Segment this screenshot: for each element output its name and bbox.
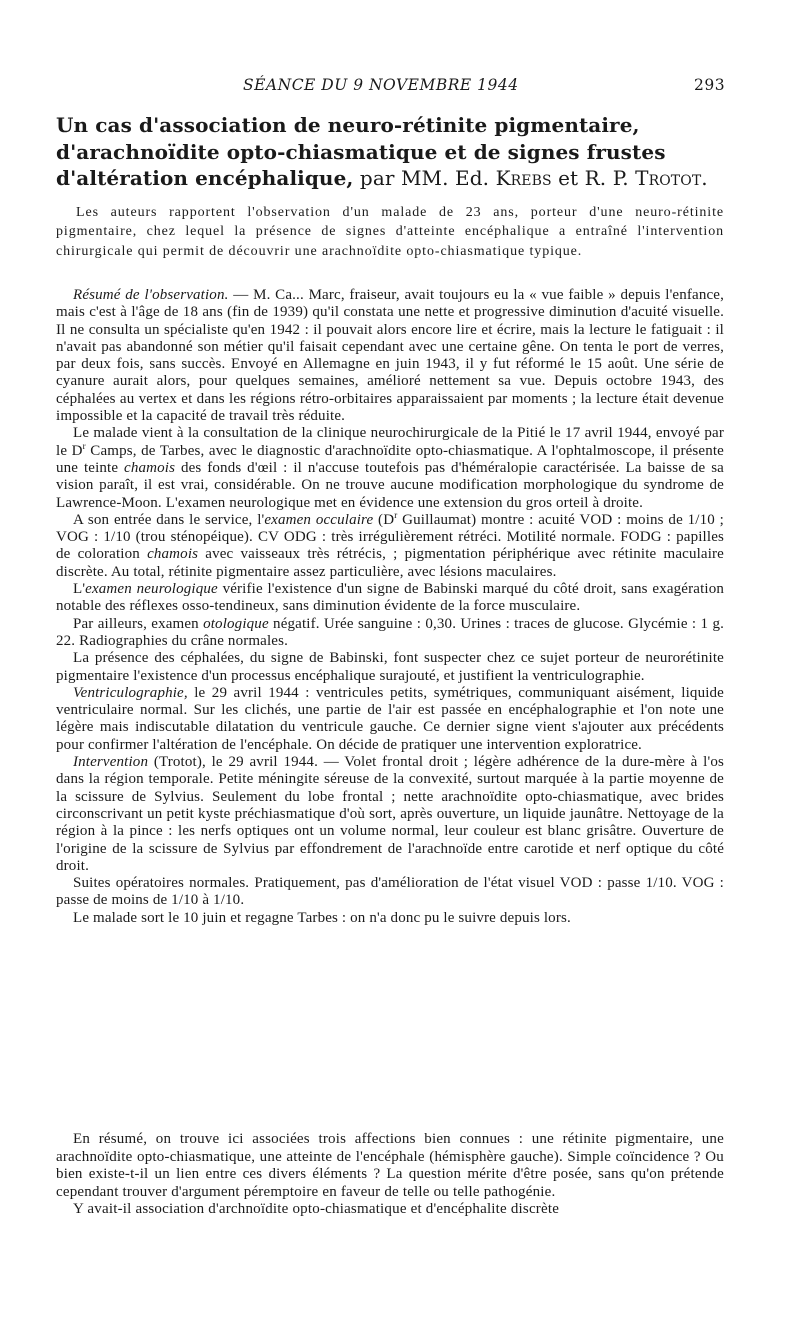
page-number: 293 (694, 76, 726, 94)
article-title (56, 112, 736, 192)
paragraph-suspicion: La présence des céphalées, du signe de Babinski, font suspecter chez ce sujet porteur de neurorétinite pigmentaire l'existence d'un processus encéphalique surajouté, et justifient la ventriculographie. (56, 650, 724, 684)
abstract-paragraph: Les auteurs rapportent l'observation d'un malade de 23 ans, porteur d'une neuro-rétinite pigmentaire, chez lequel la présence de signes d'atteinte encéphalique a entraîné l'intervention chirurgicale qui permit de découvrir une arachnoïdite opto-chiasmatique typique. (56, 205, 724, 259)
author-trotot: Trotot (635, 166, 702, 190)
paragraph-postoperative: Suites opératoires normales. Pratiquement, pas d'amélioration de l'état visuel VOD : passe 1/10. VOG : passe de moins de 1/10 à 1/10. (56, 875, 724, 909)
summary-question: Y avait-il association d'archnoïdite opto-chiasmatique et d'encéphalite discrète (73, 1201, 560, 1218)
authors: par MM. Ed. Krebs et R. P. Trotot. (353, 166, 708, 190)
author-krebs: Krebs (495, 166, 552, 190)
abstract (56, 203, 724, 261)
paragraph-discharge: Le malade sort le 10 juin et regagne Tarbes : on n'a donc pu le suivre depuis lors. (73, 909, 571, 926)
paragraph-ventriculography: Ventriculographie, le 29 avril 1944 : ventricules petits, symétriques, communiquant aisément, liquide ventriculaire normal. Sur les clichés, une partie de l'air est passée en encéphalographie et l'on note une légère mais indiscutable dilatation du ventricule gauche. Ce dernier signe vient s'ajouter aux précédents pour confirmer l'altération de l'encéphale. On décide de pratiquer une intervention exploratrice. (56, 684, 724, 753)
running-title: SÉANCE DU 9 NOVEMBRE 1944 (243, 76, 519, 94)
paragraph-intervention: Intervention (Trotot), le 29 avril 1944. — Volet frontal droit ; légère adhérence de la dure-mère à l'os dans la région temporale. Petite méningite séreuse de la convexité, surtout marquée à la partie moyenne de la scissure de Sylvius. Seulement du lobe frontal ; nette arachnoïdite opto-chiasmatique, avec brides circonscrivant un petit kyste préchiasmatique d'où sort, après ouverture, un liquide jaunâtre. Nettoyage de la région à la pince : les nerfs optiques ont un volume normal, leur couleur est blanc grisâtre. Ouverture de l'origine de la scissure de Sylvius par effondrement de l'arachnoïde entre carotide et nerf optique du côté droit. (56, 754, 724, 874)
paragraph-consultation: Le malade vient à la consultation de la clinique neurochirurgicale de la Pitié le 17 avril 1944, envoyé par le $D^r$ Camps, de Tarbes, avec le diagnostic d'arachnoïdite opto-chiasmatique. A l'ophtalmoscope, il présente une teinte chamois des fonds d'œil : il n'accuse toutefois pas d'héméralopie caractérisée. La baisse de sa vision paraît, il est vrai, considérable. On ne trouve aucune modification morphologique du syndrome de Lawrence-Moon. L'examen neurologique met en évidence une extension du gros orteil à droite. (56, 425, 724, 511)
paragraph-observation: Résumé de l'observation. — M. Ca... Marc, fraiseur, avait toujours eu la « vue faible » depuis l'enfance, mais c'est à l'âge de 18 ans (fin de 1939) qu'il constata une nette et progressive diminution d'acuité visuelle. Il ne consulta un spécialiste qu'en 1942 : il pouvait alors encore lire et écrire, mais la lecture le fatiguait : il n'avait pas abandonné son métier qu'il faisait cependant avec une certaine gêne. On tenta le port de verres, par deux fois, sans succès. Envoyé en Allemagne en juin 1943, il y fut réformé le 15 août. Une série de cyanure aurait alors, pour quelques semaines, amélioré nettement sa vue. Depuis octobre 1943, des céphalées au vertex et dans les régions rétro-orbitaires apparaissaient par moments ; la lecture était devenue impossible et la capacité de travail très réduite. (56, 287, 725, 425)
observation-heading: Résumé de l'observation. (73, 287, 229, 303)
case-report (56, 287, 724, 927)
title-text: Un cas d'association de neuro-rétinite pigmentaire, d'arachnoïdite opto-chiasmatique et de signes frustes d'altération encéphalique, (56, 113, 666, 190)
paragraph-ocular-exam: A son entrée dans le service, l'examen occulaire ($D^r$ Guillaumat) montre : acuité VOD : moins de 1/10 ; VOG : 1/10 (trou sténopéique). CV ODG : très irrégulièrement rétréci. Motilité normale. FODG : papilles de coloration chamois avec vaisseaux très rétrécis, ; pigmentation périphérique avec rétinite maculaire discrète. Au total, rétinite pigmentaire assez particulière, avec lésions maculaires. (56, 509, 724, 580)
summary-paragraph: En résumé, on trouve ici associées trois affections bien connues : une rétinite pigmentaire, une arachnoïdite opto-chiasmatique, une atteinte de l'encéphale (hémisphère gauche). Simple coïncidence ? Ou bien existe-t-il un lien entre ces divers éléments ? La question mérite d'être posée, sans qu'on prétende cependant trouver d'argument péremptoire en faveur de telle ou telle pathogénie. (56, 1131, 724, 1200)
paragraph-other-exams: Par ailleurs, examen otologique négatif. Urée sanguine : 0,30. Urines : traces de glucose. Glycémie : 1 g. 22. Radiographies du crâne normales. (56, 615, 724, 649)
summary-section (56, 1131, 724, 1219)
running-header (0, 76, 800, 100)
paragraph-neuro-exam: L'examen neurologique vérifie l'existence d'un signe de Babinski marqué du côté droit, sans exagération notable des réflexes osso-tendineux, sans diminution évidente de la force musculaire. (56, 581, 725, 615)
